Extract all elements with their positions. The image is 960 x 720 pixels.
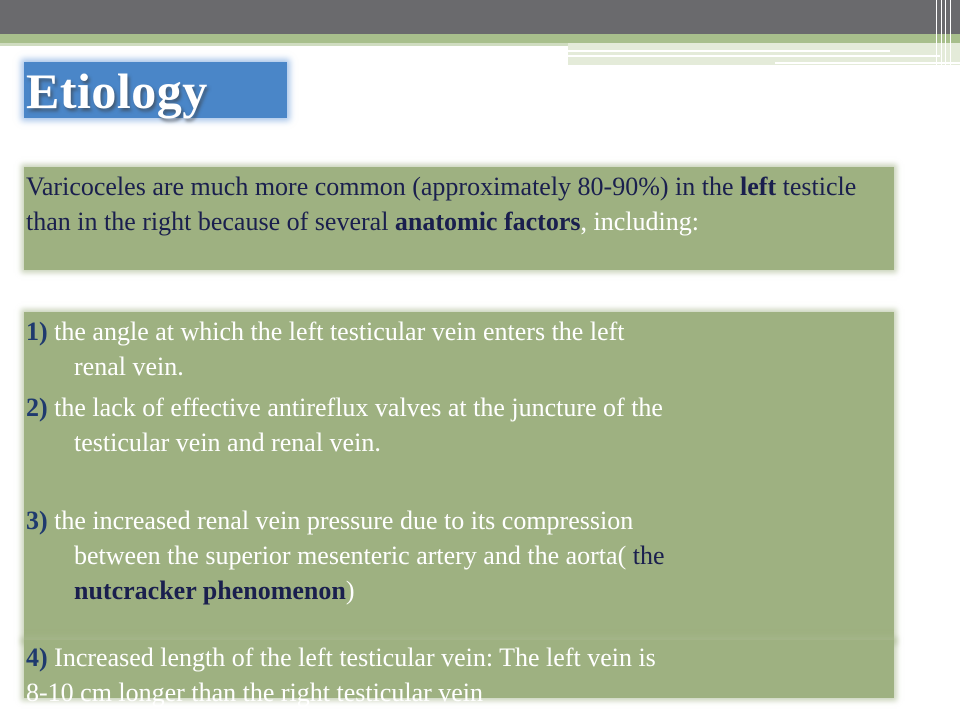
factor-text-continued [26,573,896,608]
factor-item-4 [26,640,896,710]
header-accent-bar [0,34,960,43]
factor-text-line: between the superior mesenteric artery and the aorta( [74,541,633,570]
factor-text: the lack of effective antireflux valves at the juncture of the [47,393,663,422]
intro-bold-anatomic: anatomic factors [394,207,581,236]
factor-text-the: the [632,541,665,570]
header-divider-line [568,55,940,57]
header-bar [0,0,960,34]
intro-text: Varicoceles are much more common (approximately 80-90%) in the [26,172,741,201]
factor-text-continued [26,538,896,573]
factor-text: Increased length of the left testicular vein: The left vein is [47,643,656,672]
factor-number: 3) [26,506,48,535]
header-band [0,43,568,46]
factor-text: the increased renal vein pressure due to its compression [47,506,634,535]
factor-text: the angle at which the left testicular vein enters the left [47,317,625,346]
factor-item-2 [26,390,896,460]
factor-number: 1) [26,317,48,346]
intro-text: testicle than in the right because of several [26,172,857,236]
factor-text-continued: renal vein. [74,352,184,381]
factor-number: 2) [26,393,48,422]
intro-paragraph [26,169,906,239]
factor-item-3 [26,503,896,608]
slide-title: Etiology [26,63,208,119]
factor-item-1 [26,314,896,384]
nutcracker-phenomenon-term: nutcracker phenomenon [74,576,346,605]
factor-number: 4) [26,643,48,672]
header-divider-line [568,50,890,52]
factor-text-continued: 8-10 cm longer than the right testicular vein [26,678,484,707]
factor-text-close: ) [345,576,355,605]
intro-text-end: , including: [580,207,699,236]
header-vertical-lines [932,0,960,66]
intro-bold-left: left [740,172,777,201]
factor-text-continued: testicular vein and renal vein. [74,428,381,457]
